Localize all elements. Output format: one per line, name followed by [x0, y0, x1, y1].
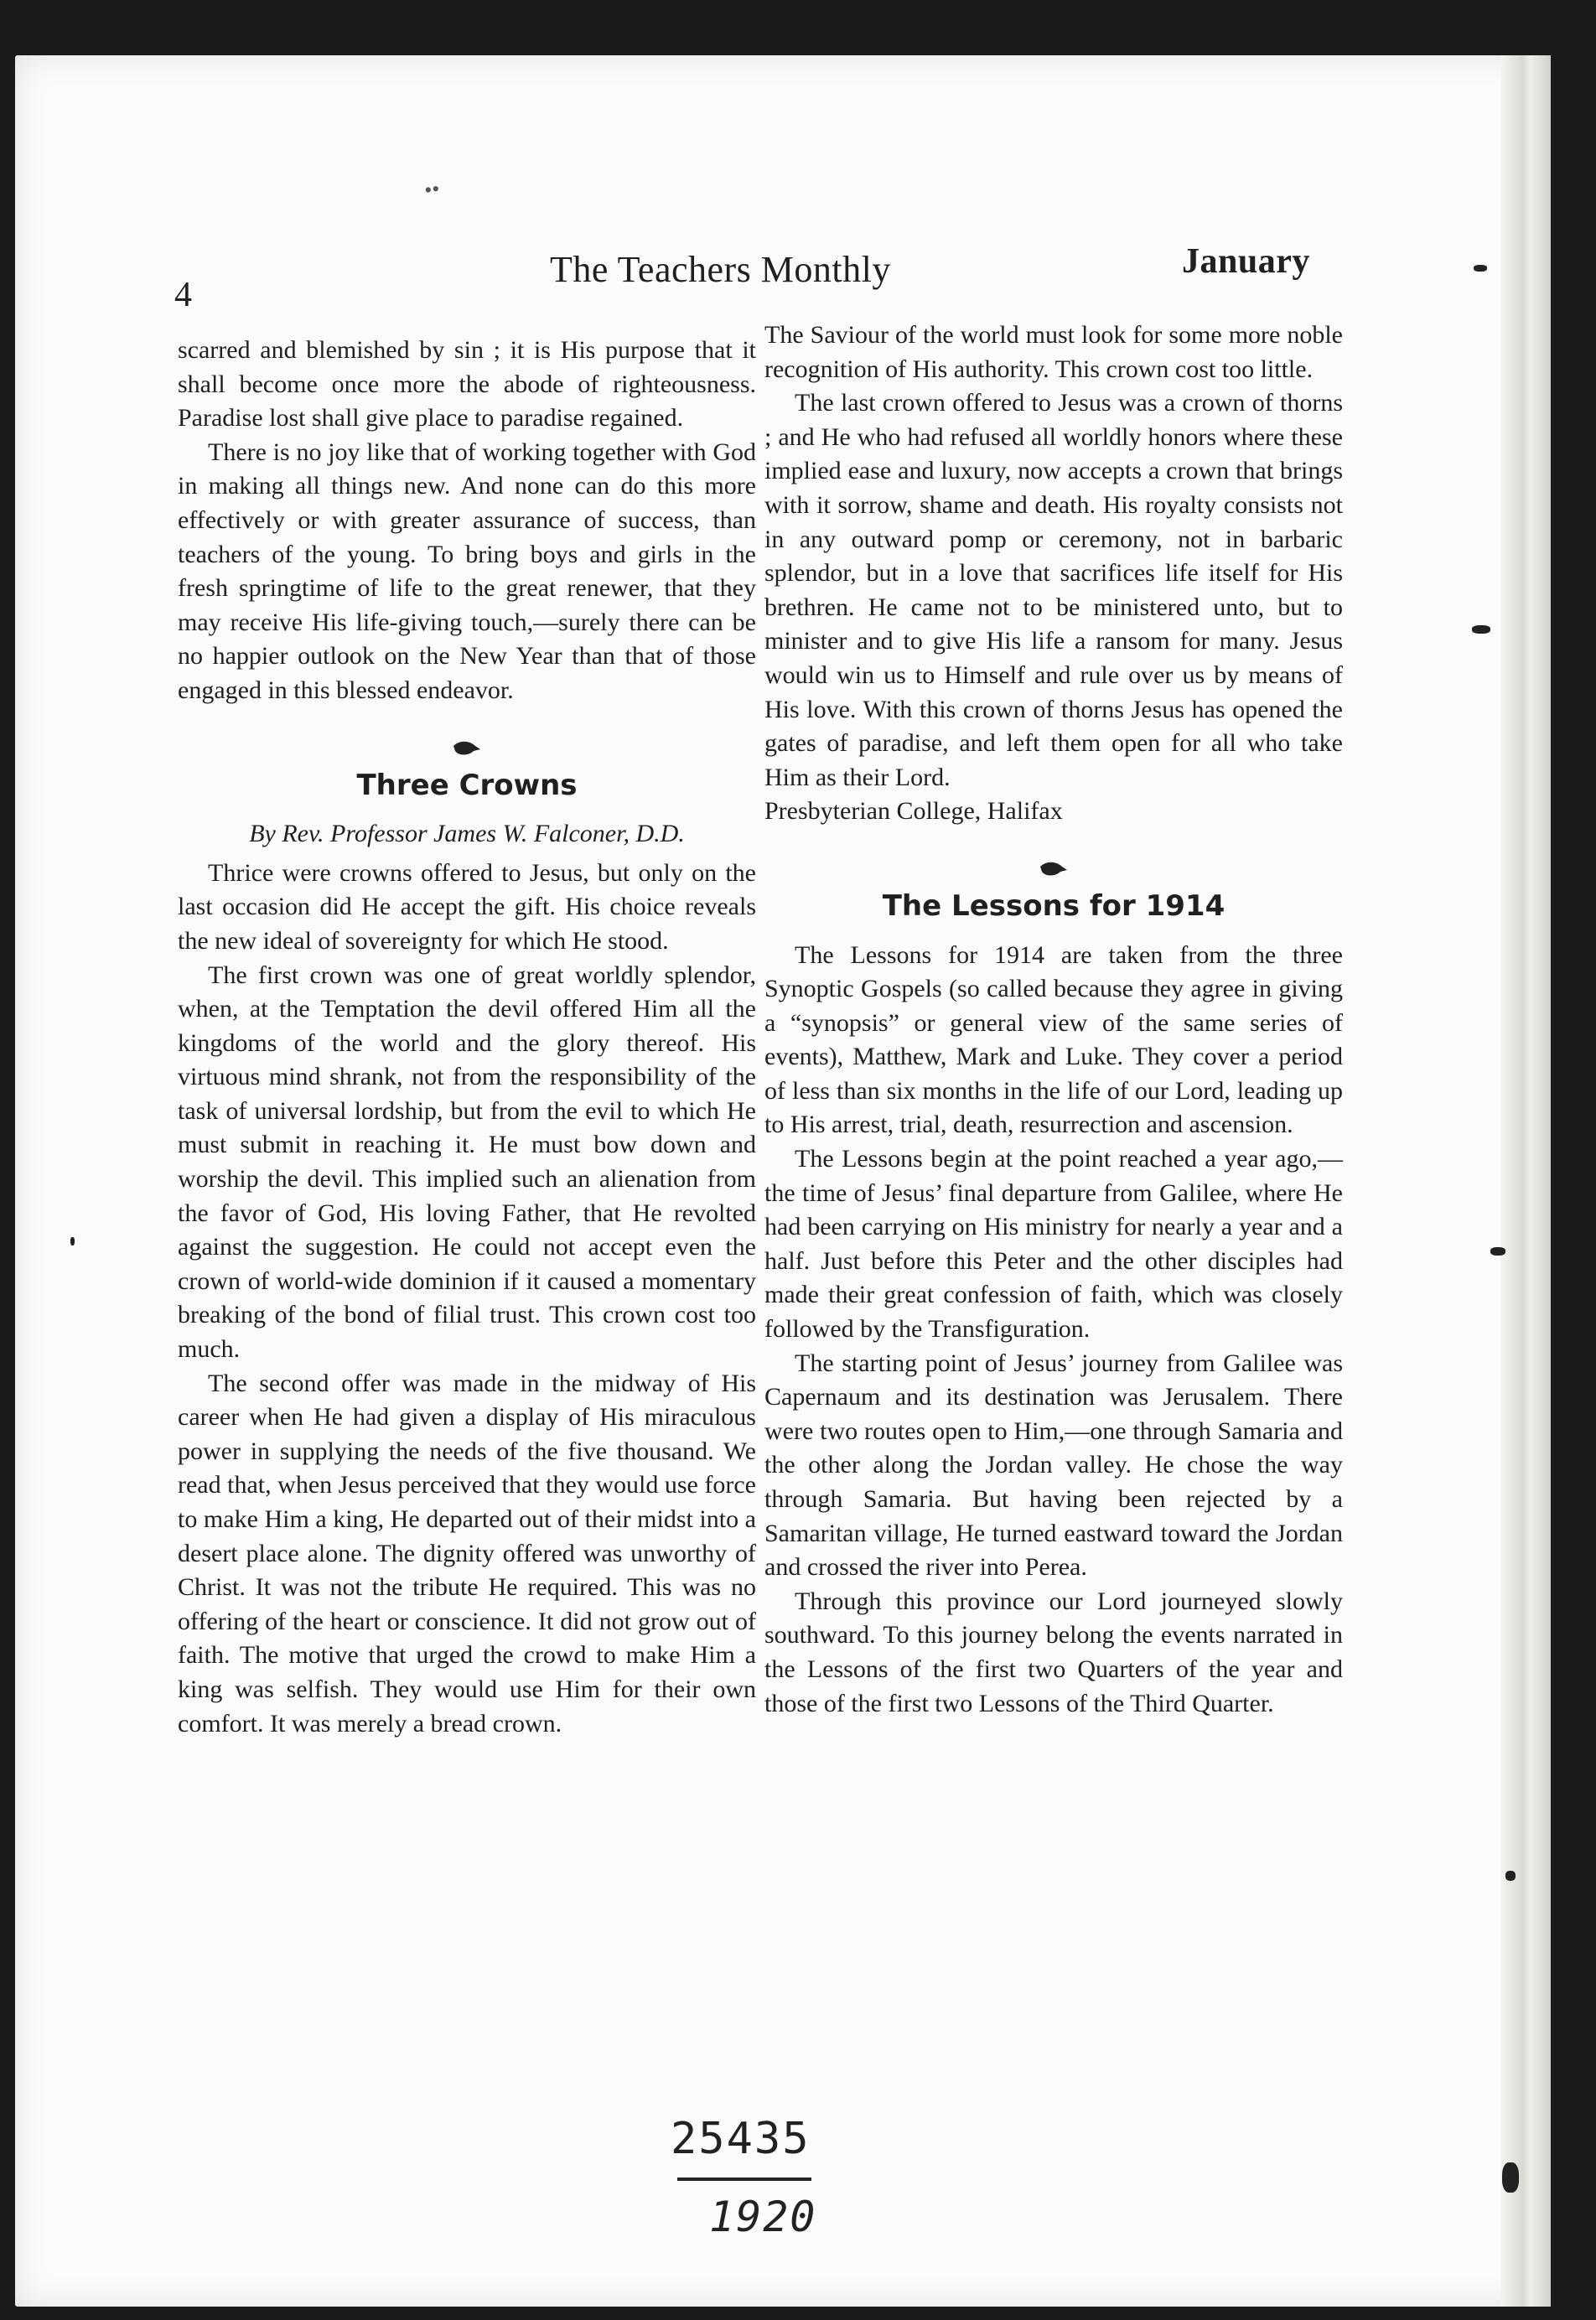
scan-speck	[1472, 625, 1490, 634]
page-number: 4	[174, 276, 192, 314]
article-title: Three Crowns	[356, 768, 578, 802]
paragraph: Through this province our Lord journeyed slowly southward. To this journey belong the events narrated in the Lessons of the first two Quarters of the year and those of the first two Lessons of the Third Quarter.	[764, 1587, 1343, 1717]
paragraph: The Lessons for 1914 are taken from the three Synoptic Gospels (so called because they agree in giving a “synopsis” or general view of the same series of events), Matthew, Mark and Luke. They cover a period of less than six months in the life of our Lord, leading up to His arrest, trial, death, resurrection and ascension.	[764, 940, 1343, 1139]
handwritten-underline	[677, 2178, 811, 2181]
page-edge-shadow	[1500, 55, 1551, 2307]
scan-speck	[1474, 265, 1487, 272]
article-signature: Presbyterian College, Halifax	[764, 797, 1063, 826]
article-byline: By Rev. Professor James W. Falconer, D.D.	[249, 820, 685, 848]
scan-speck	[1502, 2162, 1519, 2193]
scan-speck	[1505, 1871, 1516, 1881]
paragraph: There is no joy like that of working together with God in making all things new. And none can do this more effectively or with greater assurance of success, than teachers of the young. To bring boys and girls in the fresh springtime of life to the great renewer, that they may receive His life-giving touch,—surely there can be no happier outlook on the New Year than that of those engaged in this blessed endeavor.	[178, 438, 756, 704]
paragraph: The Saviour of the world must look for some more noble recognition of His authority. This crown cost too little.	[764, 321, 1343, 383]
paragraph: The second offer was made in the midway of His career when He had given a display of His miraculous power in supplying the needs of the five thousand. We read that, when Jesus perceived that they would use force to make Him a king, He departed out of their midst into a desert place alone. The dignity offered was unworthy of Christ. It was not the tribute He required. This was no offering of the heart or conscience. It did not grow out of faith. The motive that urged the crowd to make Him a king was selfish. They would use Him for their own comfort. It was merely a bread crown.	[178, 1369, 756, 1737]
fleuron-ornament-icon	[764, 854, 1343, 876]
scan-speck	[1490, 1247, 1505, 1256]
running-title: The Teachers Monthly	[550, 249, 891, 290]
paragraph: The last crown offered to Jesus was a crown of thorns ; and He who had refused all worldly honors where these implied ease and luxury, now accepts a crown that brings with it sorrow, shame and death. His royalty consists not in any outward pomp or ceremony, not in barbaric splendor, but in a love that sacrifices life itself for His brethren. He came not to be ministered unto, but to minister and to give His life a ransom for many. Jesus would win us to Himself and rule over us by means of His love. With this crown of thorns Jesus has opened the gates of paradise, and left them open for all who take Him as their Lord.	[764, 389, 1343, 791]
scan-speck	[70, 1237, 75, 1245]
issue-month: January	[1182, 242, 1310, 281]
paragraph: The first crown was one of great worldly splendor, when, at the Temptation the devil offered Him all the kingdoms of the world and the glory thereof. His virtuous mind shrank, not from the responsibility of the task of universal lordship, but from the evil to which He must submit in reaching it. He must bow down and worship the devil. This implied such an alienation from the favor of God, His loving Father, that He revolted against the suggestion. He could not accept even the crown of world-wide dominion if it caused a momentary breaking of the bond of filial trust. This crown cost too much.	[178, 961, 756, 1364]
paragraph: Thrice were crowns offered to Jesus, but only on the last occasion did He accept the gift. His choice reveals the new ideal of sovereignty for which He stood.	[178, 858, 756, 955]
paragraph: The Lessons begin at the point reached a year ago,—the time of Jesus’ final departure from Galilee, where He had been carrying on His ministry for nearly a year and a half. Just before this Peter and the other disciples had made their great confession of faith, which was closely followed by the Transfiguration.	[764, 1145, 1343, 1344]
right-column	[764, 318, 1343, 1721]
left-column	[178, 334, 756, 1741]
stamp-dots: ••	[422, 176, 442, 203]
handwritten-accession-number: 25435	[671, 2114, 811, 2164]
paragraph: scarred and blemished by sin ; it is His purpose that it shall become once more the abode of righteousness. Paradise lost shall give place to paradise regained.	[178, 336, 756, 432]
paragraph: The starting point of Jesus’ journey from Galilee was Capernaum and its destination was Jerusalem. There were two routes open to Him,—one through Samaria and the other along the Jordan valley. He chose the way through Samaria. But having been rejected by a Samaritan village, He turned eastward toward the Jordan and crossed the river into Perea.	[764, 1349, 1343, 1582]
fleuron-ornament-icon	[178, 733, 756, 755]
handwritten-year: 1920	[709, 2193, 817, 2241]
article-title: The Lessons for 1914	[882, 888, 1226, 923]
